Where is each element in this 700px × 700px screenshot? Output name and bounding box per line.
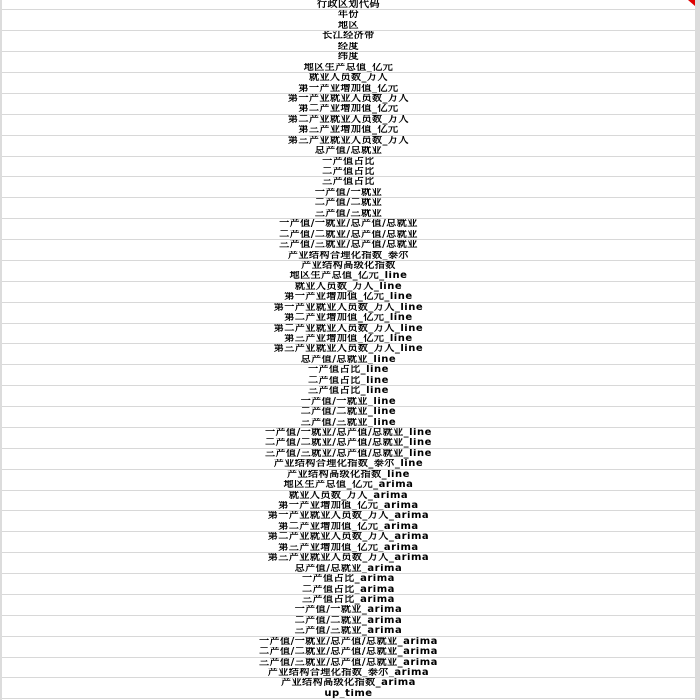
column-list-item[interactable]: 产业结构合理化指数_泰尔 <box>2 251 695 261</box>
column-list-item[interactable]: 第三产业增加值_亿元_arima <box>2 543 695 553</box>
column-list-item[interactable]: 一产值/一就业_arima <box>2 605 695 615</box>
column-list-item[interactable]: 一产值占比 <box>322 156 375 167</box>
column-list-item[interactable]: 就业人员数_万人 <box>309 73 388 84</box>
column-list-item[interactable]: 一产值/一就业/总产值/总就业_line <box>265 427 432 438</box>
column-list-item[interactable]: 行政区划代码 <box>2 0 695 10</box>
column-list-item[interactable]: 经度 <box>2 42 695 52</box>
column-list-item[interactable]: 地区生产总值_亿元 <box>2 63 695 73</box>
column-list-item[interactable]: 第一产业就业人员数_万人_arima <box>267 511 430 522</box>
column-list-item[interactable]: up_time <box>2 689 695 699</box>
column-list-item[interactable]: 二产值/二就业 <box>314 198 383 209</box>
column-list-item[interactable]: 二产值占比_line <box>2 376 695 386</box>
column-list-item[interactable]: 二产值占比 <box>2 167 695 177</box>
column-list-item[interactable]: 二产值/二就业/总产值/总就业_arima <box>2 647 695 657</box>
column-list-item[interactable]: 地区生产总值_亿元_arima <box>2 480 695 490</box>
column-list-item[interactable]: 三产值/三就业_line <box>2 418 695 428</box>
column-list-item[interactable]: 一产值/一就业_line <box>2 397 695 407</box>
column-list-item[interactable]: 第二产业就业人员数_万人 <box>288 114 409 125</box>
column-list-item[interactable]: 三产值占比_arima <box>302 594 395 605</box>
column-list-item[interactable]: 第三产业就业人员数_万人_arima <box>267 553 430 564</box>
column-list-item[interactable]: 三产值/三就业/总产值/总就业_arima <box>259 657 438 668</box>
column-list-item[interactable]: 二产值/二就业/总产值/总就业 <box>2 230 695 240</box>
column-list-item[interactable]: 三产值/三就业 <box>2 209 695 219</box>
column-list-item[interactable]: 第三产业增加值_亿元_line <box>2 334 695 344</box>
column-list-item[interactable]: 产业结构合理化指数_泰尔_arima <box>2 668 695 678</box>
column-list-item[interactable]: 总产值/总就业_arima <box>2 564 695 574</box>
column-list-item[interactable]: 产业结构高级化指数_arima <box>281 678 416 689</box>
column-list-item[interactable]: 第二产业增加值_亿元_line <box>2 313 695 323</box>
column-list-item[interactable]: 一产值占比_arima <box>302 574 395 585</box>
column-list-item[interactable]: 第三产业就业人员数_万人_line <box>273 344 424 355</box>
column-list-item[interactable]: 地区 <box>2 21 695 31</box>
column-list-item[interactable]: 第三产业就业人员数_万人 <box>288 135 409 146</box>
column-list-item[interactable]: 产业结构合理化指数_泰尔_line <box>2 459 695 469</box>
column-list-item[interactable]: 一产值/一就业 <box>2 188 695 198</box>
column-list-item[interactable]: 三产值/三就业_arima <box>2 626 695 636</box>
column-list-item[interactable]: 第一产业增加值_亿元_line <box>2 292 695 302</box>
column-list-item[interactable]: 第一产业增加值_亿元_arima <box>2 501 695 511</box>
column-list-item[interactable]: 地区生产总值_亿元_line <box>2 271 695 281</box>
column-list-item[interactable]: 二产值/二就业_arima <box>294 615 403 626</box>
column-list-item[interactable]: 纬度 <box>338 52 359 63</box>
column-list-item[interactable]: 三产值占比_line <box>308 386 389 397</box>
column-list-item[interactable]: 三产值占比 <box>322 177 375 188</box>
column-list-item[interactable]: 第二产业就业人员数_万人_arima <box>267 532 430 543</box>
column-list-item[interactable]: 三产值/三就业/总产值/总就业_line <box>265 448 432 459</box>
column-list-item[interactable]: 第一产业就业人员数_万人 <box>288 93 409 104</box>
column-list-item[interactable]: 长江经济带 <box>322 31 375 42</box>
column-list-item[interactable]: 第一产业增加值_亿元 <box>2 84 695 94</box>
column-list-item[interactable]: 第三产业增加值_亿元 <box>2 125 695 135</box>
column-list-item[interactable]: 就业人员数_万人_line <box>294 281 403 292</box>
column-list-item[interactable]: 二产值/二就业/总产值/总就业_line <box>2 438 695 448</box>
column-list-item[interactable]: 总产值/总就业 <box>2 146 695 156</box>
column-list-item[interactable]: 一产值/一就业/总产值/总就业 <box>279 219 418 230</box>
column-list-item[interactable]: 产业结构高级化指数_line <box>287 469 410 480</box>
column-list-item[interactable]: 第一产业就业人员数_万人_line <box>273 302 424 313</box>
column-list-item[interactable]: 二产值占比_arima <box>2 585 695 595</box>
column-list-item[interactable]: 二产值/二就业_line <box>300 407 397 418</box>
column-list-item[interactable]: 第二产业增加值_亿元 <box>2 104 695 114</box>
column-list-item[interactable]: 产业结构高级化指数 <box>301 260 396 271</box>
column-list-item[interactable]: 就业人员数_万人_arima <box>288 490 409 501</box>
column-list-item[interactable]: 年份 <box>338 10 359 21</box>
column-name-list <box>2 0 695 699</box>
column-list-item[interactable]: 第二产业增加值_亿元_arima <box>2 522 695 532</box>
column-list-item[interactable]: 一产值占比_line <box>308 365 389 376</box>
column-list-item[interactable]: 三产值/三就业/总产值/总就业 <box>279 240 418 251</box>
column-list-item[interactable]: 一产值/一就业/总产值/总就业_arima <box>259 636 438 647</box>
column-list-item[interactable]: 第二产业就业人员数_万人_line <box>273 323 424 334</box>
column-list-item[interactable]: 总产值/总就业_line <box>2 355 695 365</box>
